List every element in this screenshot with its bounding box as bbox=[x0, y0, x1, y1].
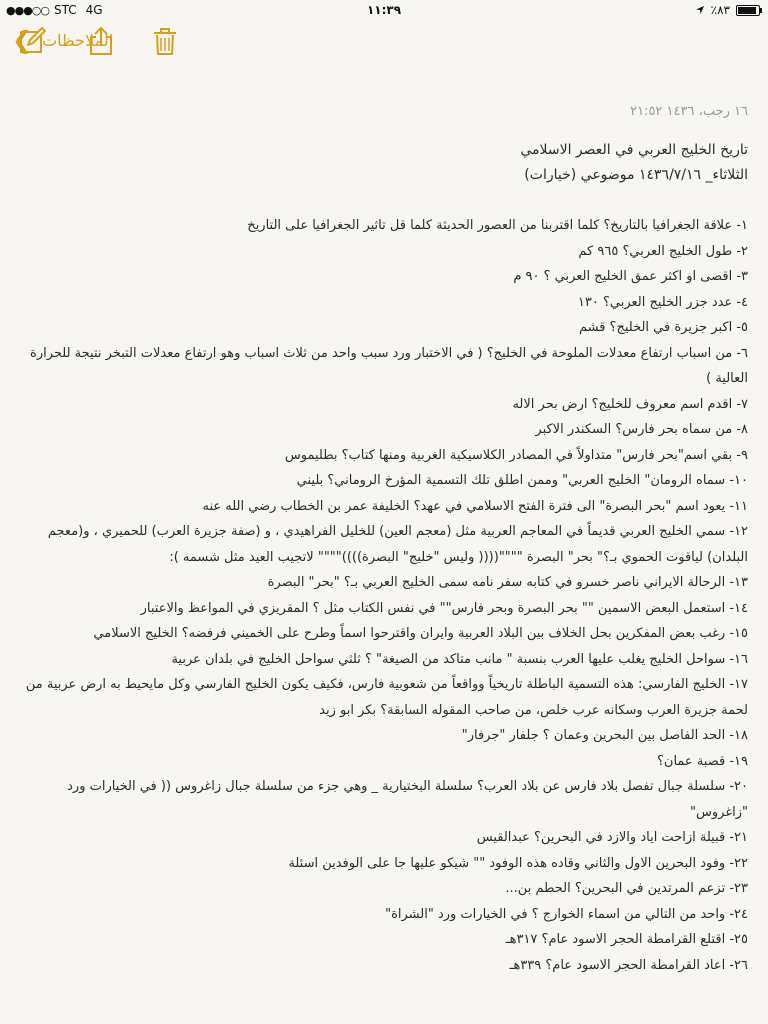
note-line: ٢٦- اعاد القرامطة الحجر الاسود عام؟ ٣٣٩هـ bbox=[509, 957, 748, 973]
note-line: ٧- اقدم اسم معروف للخليج؟ ارض بحر الاله bbox=[512, 396, 748, 412]
note-line: ١٤- استعمل البعض الاسمين "" بحر البصرة وبحر فارس"" في نفس الكتاب مثل ؟ المقريزي في المواعظ والاعتبار bbox=[140, 600, 748, 616]
note-line: ١٥- رغب بعض المفكرين بحل الخلاف بين البلاد العربية وايران واقترحوا اسماً وطرح على الخميني فرفضه؟ الخليج الاسلامي bbox=[93, 626, 748, 641]
note-line: ٤- عدد جزر الخليج العربي؟ ١٣٠ bbox=[577, 294, 748, 310]
note-line: ١٠- سماه الرومان" الخليج العربي" وممن اطلق تلك التسمية المؤرخ الروماني؟ بليني bbox=[296, 473, 748, 488]
note-line: ١٩- قصبة عمان؟ bbox=[657, 753, 748, 769]
note-date: ١٦ رجب، ١٤٣٦ ٢١:٥٢ bbox=[630, 104, 748, 119]
battery-level bbox=[738, 7, 756, 14]
battery-percent: ٪٨٣ bbox=[710, 3, 730, 17]
note-line: ٢١- قبيلة ازاحت اياد والازد في البحرين؟ عبدالقيس bbox=[476, 830, 748, 845]
back-button[interactable] bbox=[12, 28, 768, 52]
note-line: ١٢- سمي الخليج العربي قديماً في المعاجم العربية مثل (معجم العين) للخليل الفراهيدي ، و (صفة جزيرة العرب) للحميري ، و(معجم البلدان) لياقوت الحموي بـ؟" بحر" البصرة """"(((( وليس "خليج" البصرة))))"""" لاتجيب العيد مثل شسمه ): bbox=[47, 524, 748, 565]
back-label: الملاحظات bbox=[42, 30, 114, 50]
note-line: ٢٢- وفود البحرين الاول والثاني وقاده هذه الوفود "" شيكو عليها جا على الوفدين اسئلة bbox=[288, 855, 748, 871]
status-bar bbox=[0, 0, 768, 20]
note-line: ٩- بقي اسم"بحر فارس" متداولاً في المصادر الكلاسيكية الغربية ومنها كتاب؟ بطليموس bbox=[284, 447, 748, 463]
carrier-name: STC bbox=[54, 3, 77, 17]
note-line: ٢٠- سلسلة جبال تفصل بلاد فارس عن بلاد العرب؟ سلسلة البختيارية _ وهي جزء من سلسلة جبال زاغروس (( في الخيارات ورد "زاغروس" bbox=[67, 779, 748, 820]
network-type: 4G bbox=[85, 3, 103, 17]
note-title: تاريخ الخليج العربي في العصر الاسلامي bbox=[520, 142, 748, 158]
navigation-bar bbox=[0, 20, 768, 68]
note-subtitle: الثلاثاء_ ١٤٣٦/٧/١٦ موضوعي (خيارات) bbox=[524, 167, 748, 183]
note-line: ١٦- سواحل الخليج يغلب عليها العرب بنسبة " مانب متاكد من الصيغة" ؟ ثلثي سواحل الخليج في بلدان عربية bbox=[171, 651, 748, 667]
note-line: ١٧- الخليج الفارسي: هذه التسمية الباطلة تاريخياً وواقعاً من شعوبية فارس، فكيف يكون الخليج الفارسي وكل مايحيط به ارض عربية من لحمة جزيرة العرب وسكانه عرب خلص، من صاحب المقوله السابقة؟ بكر ابو زيد bbox=[25, 677, 748, 718]
battery-icon bbox=[736, 5, 760, 16]
note-line: ١٣- الرحالة الايراني ناصر خسرو في كتابه سفر نامه سمى الخليج العربي بـ؟ "بحر" البصرة bbox=[267, 575, 748, 590]
note-line: ١- علاقة الجغرافيا بالتاريخ؟ كلما اقتربنا من العصور الحديثة كلما قل تاثير الجغرافيا على التاريخ bbox=[247, 218, 748, 233]
chevron-left-icon: ❮ bbox=[12, 26, 33, 54]
note-line: ٥- اكبر جزيرة في الخليج؟ قشم bbox=[578, 320, 748, 335]
note-line: ٣- اقصى او اكثر عمق الخليج العربي ؟ ٩٠ م bbox=[513, 269, 748, 284]
location-arrow-icon bbox=[695, 5, 705, 15]
status-time: ١١:٣٩ bbox=[366, 3, 402, 17]
note-line: ٢٣- تزعم المرتدين في البحرين؟ الحطم بن... bbox=[505, 881, 748, 896]
note-line: ٢٤- واحد من التالي من اسماء الخوارج ؟ في الخيارات ورد "الشراة" bbox=[385, 906, 748, 922]
signal-strength-icon: ●●●○○ bbox=[6, 3, 49, 17]
note-lines bbox=[0, 213, 768, 978]
note-content[interactable] bbox=[0, 90, 768, 1024]
note-line: ٢٥- اقتلع القرامطة الحجر الاسود عام؟ ٣١٧هـ bbox=[505, 932, 748, 947]
note-line: ١١- يعود اسم "بحر البصرة" الى فترة الفتح الاسلامي في عهد؟ الخليفة عمر بن الخطاب رضي الله عنه bbox=[202, 498, 748, 514]
status-right bbox=[695, 3, 760, 17]
note-line: ٨- من سماه بحر فارس؟ السكندر الاكبر bbox=[535, 422, 748, 437]
note-line: ٦- من اسباب ارتفاع معدلات الملوحة في الخليج؟ ( في الاختبار ورد سبب واحد من ثلاث اسباب وهو ارتفاع معدلات التبخر نتيجة للحرارة العالية ) bbox=[30, 345, 748, 386]
note-line: ٢- طول الخليج العربي؟ ٩٦٥ كم bbox=[578, 243, 748, 259]
note-line: ١٨- الحد الفاصل بين البحرين وعمان ؟ جلفار "جرفار" bbox=[461, 728, 748, 743]
